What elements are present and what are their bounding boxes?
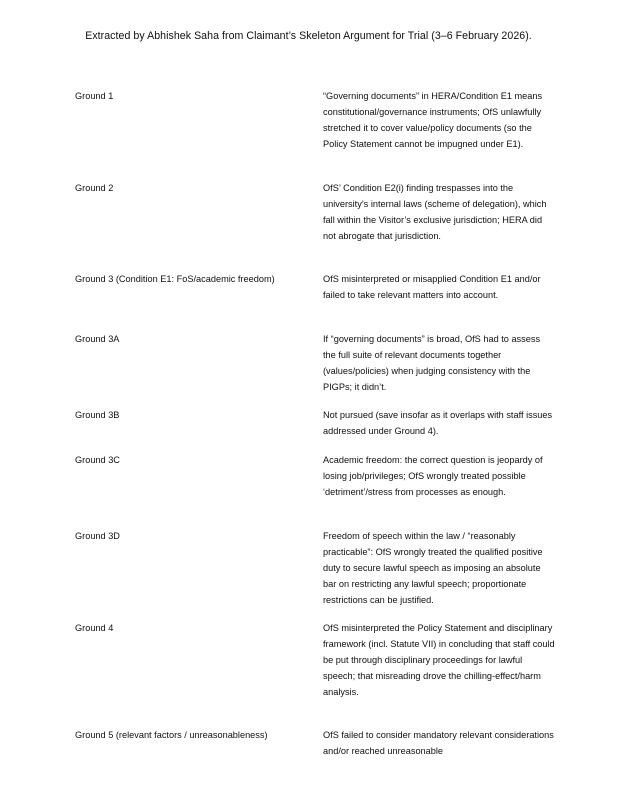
ground-label: Ground 3B: [75, 410, 120, 420]
ground-description: Freedom of speech within the law / “reasonably practicable”: OfS wrongly treated the qualified positive duty to secure lawful speech as imposing an absolute bar on restricting any lawful speech; proportionate restrictions can be justified.: [323, 531, 543, 605]
ground-description: “Governing documents” in HERA/Condition E1 means constitutional/governance instruments; OfS unlawfully stretched it to cover value/policy documents (so the Policy Statement cannot be impugned under E1).: [323, 91, 543, 149]
ground-label: Ground 2: [75, 183, 114, 193]
ground-description: OfS misinterpreted or misapplied Condition E1 and/or failed to take relevant matters into account.: [323, 274, 541, 300]
ground-label: Ground 3C: [75, 455, 120, 465]
ground-label: Ground 1: [75, 91, 114, 101]
ground-label: Ground 5 (relevant factors / unreasonableness): [75, 730, 268, 740]
ground-label: Ground 3 (Condition E1: FoS/academic freedom): [75, 274, 275, 284]
ground-description: OfS failed to consider mandatory relevant considerations and/or reached unreasonable: [323, 730, 554, 756]
ground-description: If “governing documents” is broad, OfS had to assess the full suite of relevant documents together (values/policies) when judging consistency with the PIGPs; it didn’t.: [323, 334, 541, 392]
document-header: Extracted by Abhishek Saha from Claimant’s Skeleton Argument for Trial (3–6 February 2026).: [85, 30, 532, 42]
ground-label: Ground 3D: [75, 531, 120, 541]
ground-label: Ground 4: [75, 623, 114, 633]
ground-description: OfS misinterpreted the Policy Statement and disciplinary framework (incl. Statute VII) in concluding that staff could be put through disciplinary proceedings for lawful speech; that misreading drove the chilling-effect/harm analysis.: [323, 623, 555, 697]
ground-label: Ground 3A: [75, 334, 120, 344]
ground-description: Academic freedom: the correct question is jeopardy of losing job/privileges; OfS wrongly treated possible ‘detriment’/stress from processes as enough.: [323, 455, 543, 497]
ground-description: Not pursued (save insofar as it overlaps with staff issues addressed under Ground 4).: [323, 410, 553, 436]
ground-description: OfS’ Condition E2(i) finding trespasses into the university’s internal laws (scheme of delegation), which fall within the Visitor’s exclusive jurisdiction; HERA did not abrogate that jurisdiction.: [323, 183, 547, 241]
